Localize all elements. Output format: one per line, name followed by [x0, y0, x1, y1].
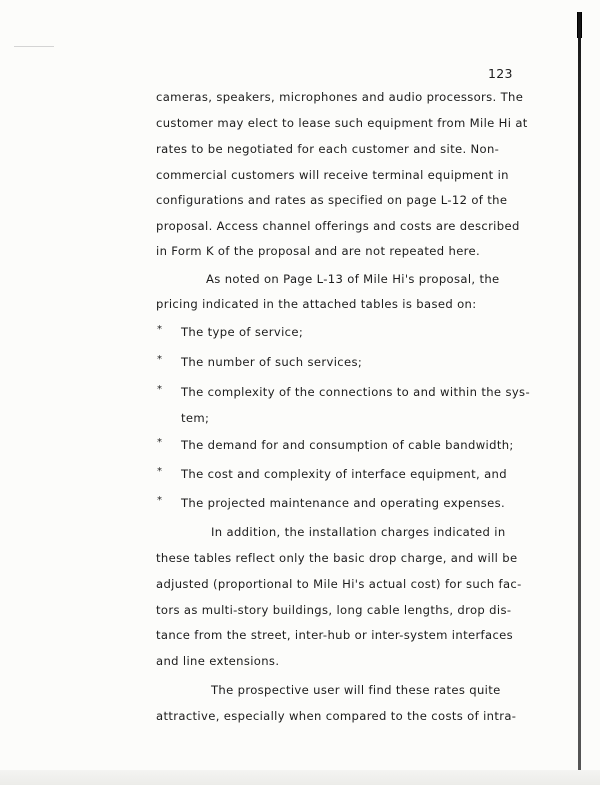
bullet-marker: *	[157, 495, 162, 506]
bullet-item-number-of-services: The number of such services;	[181, 355, 363, 369]
paragraph-1-line-4: commercial customers will receive terminal equipment in	[156, 168, 509, 182]
paragraph-2-line-1: As noted on Page L-13 of Mile Hi's proposal, the	[206, 272, 500, 286]
bullet-item-interface-equipment: The cost and complexity of interface equipment, and	[181, 467, 507, 481]
paragraph-1-line-3: rates to be negotiated for each customer and site. Non-	[156, 142, 500, 156]
paragraph-1-line-6: proposal. Access channel offerings and costs are described	[156, 219, 520, 233]
page-edge-shadow	[578, 12, 581, 772]
scan-bottom-edge	[0, 770, 600, 785]
paragraph-3-line-4: tors as multi-story buildings, long cable lengths, drop dis-	[156, 603, 512, 617]
paragraph-1-line-5: configurations and rates as specified on page L-12 of the	[156, 193, 508, 207]
bullet-marker: *	[157, 354, 162, 365]
bullet-item-complexity-continued: tem;	[181, 411, 210, 425]
bullet-item-complexity: The complexity of the connections to and within the sys-	[181, 385, 530, 399]
scan-mark	[14, 46, 54, 47]
paragraph-3-line-1: In addition, the installation charges indicated in	[211, 525, 506, 539]
paragraph-4-line-2: attractive, especially when compared to the costs of intra-	[156, 709, 517, 723]
bullet-marker: *	[157, 466, 162, 477]
bullet-item-bandwidth-demand: The demand for and consumption of cable bandwidth;	[181, 438, 514, 452]
paragraph-1-line-1: cameras, speakers, microphones and audio processors. The	[156, 90, 524, 104]
paragraph-2-line-2: pricing indicated in the attached tables is based on:	[156, 297, 477, 311]
page-number: 123	[488, 66, 513, 81]
paragraph-1-line-2: customer may elect to lease such equipment from Mile Hi at	[156, 116, 528, 130]
bullet-marker: *	[157, 437, 162, 448]
bullet-marker: *	[157, 324, 162, 335]
bullet-marker: *	[157, 384, 162, 395]
bullet-item-type-of-service: The type of service;	[181, 325, 304, 339]
paragraph-4-line-1: The prospective user will find these rates quite	[211, 683, 501, 697]
paragraph-3-line-6: and line extensions.	[156, 654, 280, 668]
paragraph-3-line-5: tance from the street, inter-hub or inter-system interfaces	[156, 628, 514, 642]
paragraph-3-line-3: adjusted (proportional to Mile Hi's actual cost) for such fac-	[156, 577, 522, 591]
paragraph-1-line-7: in Form K of the proposal and are not repeated here.	[156, 244, 481, 258]
bullet-item-maintenance: The projected maintenance and operating expenses.	[181, 496, 506, 510]
paragraph-3-line-2: these tables reflect only the basic drop charge, and will be	[156, 551, 518, 565]
